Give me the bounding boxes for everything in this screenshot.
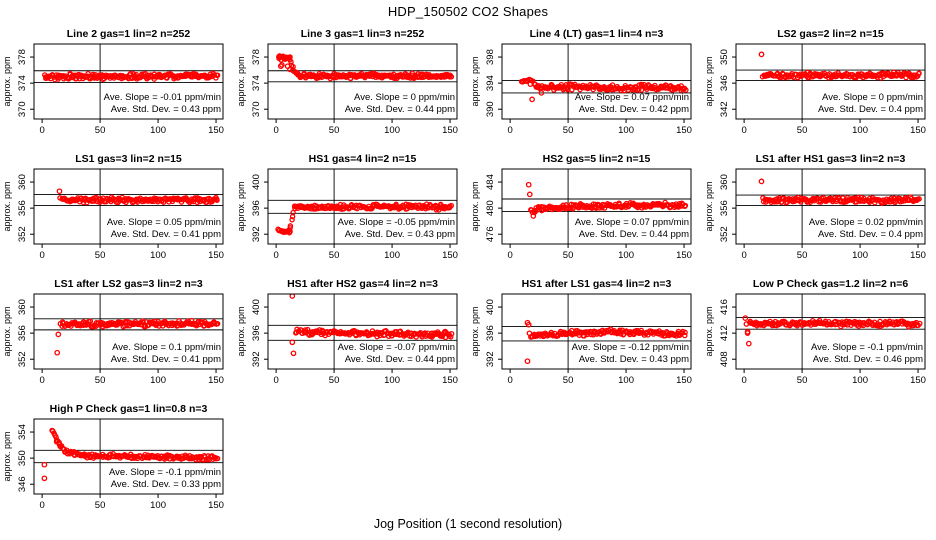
y-axis bbox=[704, 174, 736, 242]
y-tick-label: 400 bbox=[251, 299, 262, 315]
x-tick-label: 0 bbox=[507, 375, 513, 386]
subplot-title: HS1 after HS2 gas=4 lin=2 n=3 bbox=[287, 278, 438, 290]
x-tick-label: 0 bbox=[273, 250, 279, 261]
x-axis bbox=[39, 119, 224, 136]
y-axis-title: approx. ppm bbox=[704, 181, 714, 232]
subplot-title: Line 3 gas=1 lin=3 n=252 bbox=[300, 28, 425, 40]
y-tick-label: 350 bbox=[719, 49, 730, 65]
y-tick-label: 378 bbox=[251, 49, 262, 65]
y-axis-title: approx. ppm bbox=[2, 431, 12, 482]
x-tick-label: 0 bbox=[741, 125, 747, 136]
x-axis bbox=[273, 119, 458, 136]
data-points bbox=[759, 52, 921, 80]
y-tick-label: 390 bbox=[485, 101, 496, 118]
y-axis bbox=[2, 299, 34, 367]
y-axis bbox=[236, 174, 268, 242]
y-axis bbox=[2, 49, 34, 117]
annotation-stddev: Ave. Std. Dev. = 0.42 ppm bbox=[578, 104, 689, 115]
subplot-chart bbox=[0, 397, 234, 522]
subplot-title: LS1 after LS2 gas=3 lin=2 n=3 bbox=[54, 278, 203, 290]
subplot-title: HS2 gas=5 lin=2 n=15 bbox=[542, 153, 651, 165]
y-tick-label: 352 bbox=[17, 351, 28, 368]
x-tick-label: 150 bbox=[442, 375, 458, 386]
subplot-cell-4 bbox=[702, 22, 936, 147]
y-tick-label: 378 bbox=[17, 49, 28, 65]
subplot-cell-5 bbox=[0, 147, 234, 272]
y-tick-label: 416 bbox=[719, 299, 730, 315]
x-tick-label: 50 bbox=[94, 500, 106, 511]
y-tick-label: 374 bbox=[251, 75, 262, 92]
subplot-chart bbox=[234, 147, 468, 272]
x-tick-label: 50 bbox=[796, 375, 808, 386]
x-tick-label: 0 bbox=[273, 125, 279, 136]
annotation-slope: Ave. Slope = 0.02 ppm/min bbox=[808, 217, 923, 228]
y-tick-label: 360 bbox=[719, 174, 730, 190]
y-axis bbox=[470, 49, 502, 117]
y-axis-title: approx. ppm bbox=[236, 56, 246, 107]
annotation-stddev: Ave. Std. Dev. = 0.46 ppm bbox=[812, 354, 923, 365]
subplot-chart bbox=[468, 147, 702, 272]
x-axis bbox=[741, 119, 926, 136]
x-tick-label: 0 bbox=[39, 125, 45, 136]
y-axis-title: approx. ppm bbox=[2, 306, 12, 357]
subplot-cell-9 bbox=[0, 272, 234, 397]
subplot-chart bbox=[702, 147, 936, 272]
x-tick-label: 50 bbox=[796, 250, 808, 261]
y-tick-label: 392 bbox=[251, 226, 262, 243]
x-tick-label: 0 bbox=[741, 375, 747, 386]
subplot-chart bbox=[468, 22, 702, 147]
x-tick-label: 0 bbox=[741, 250, 747, 261]
y-axis-title: approx. ppm bbox=[2, 181, 12, 232]
x-tick-label: 50 bbox=[328, 375, 340, 386]
annotation-slope: Ave. Slope = -0.07 ppm/min bbox=[337, 342, 455, 353]
subplot-chart bbox=[234, 272, 468, 397]
x-tick-label: 150 bbox=[910, 375, 926, 386]
x-tick-label: 0 bbox=[39, 250, 45, 261]
subplot-cell-12 bbox=[702, 272, 936, 397]
x-tick-label: 100 bbox=[852, 375, 868, 386]
x-tick-label: 0 bbox=[39, 375, 45, 386]
x-axis bbox=[507, 244, 692, 261]
y-tick-label: 356 bbox=[17, 200, 28, 217]
subplot-cell-7 bbox=[468, 147, 702, 272]
x-axis bbox=[273, 369, 458, 386]
x-tick-label: 50 bbox=[94, 125, 106, 136]
y-axis-title: approx. ppm bbox=[704, 56, 714, 107]
y-tick-label: 392 bbox=[251, 351, 262, 368]
subplot-title: Line 2 gas=1 lin=2 n=252 bbox=[66, 28, 191, 40]
y-tick-label: 370 bbox=[17, 101, 28, 118]
x-tick-label: 50 bbox=[562, 125, 574, 136]
x-tick-label: 50 bbox=[328, 125, 340, 136]
plot-grid bbox=[0, 22, 936, 522]
y-axis bbox=[236, 49, 268, 117]
x-tick-label: 50 bbox=[562, 375, 574, 386]
data-points bbox=[527, 183, 688, 219]
x-tick-label: 100 bbox=[150, 375, 166, 386]
subplot-chart bbox=[0, 272, 234, 397]
y-tick-label: 356 bbox=[17, 325, 28, 342]
x-tick-label: 150 bbox=[910, 250, 926, 261]
y-tick-label: 412 bbox=[719, 325, 730, 342]
annotation-stddev: Ave. Std. Dev. = 0.43 ppm bbox=[110, 104, 221, 115]
y-tick-label: 356 bbox=[719, 200, 730, 217]
x-tick-label: 150 bbox=[676, 375, 692, 386]
x-tick-label: 100 bbox=[150, 125, 166, 136]
subplot-cell-6 bbox=[234, 147, 468, 272]
y-tick-label: 484 bbox=[485, 174, 496, 190]
subplot-cell-11 bbox=[468, 272, 702, 397]
annotation-stddev: Ave. Std. Dev. = 0.44 ppm bbox=[344, 104, 455, 115]
x-tick-label: 100 bbox=[852, 250, 868, 261]
x-tick-label: 50 bbox=[796, 125, 808, 136]
annotation-slope: Ave. Slope = 0 ppm/min bbox=[822, 92, 923, 103]
y-tick-label: 396 bbox=[251, 325, 262, 342]
annotation-slope: Ave. Slope = -0.12 ppm/min bbox=[571, 342, 689, 353]
y-axis-title: approx. ppm bbox=[236, 306, 246, 357]
subplot-cell-13 bbox=[0, 397, 234, 522]
y-tick-label: 394 bbox=[485, 75, 496, 92]
subplot-chart bbox=[0, 22, 234, 147]
x-tick-label: 50 bbox=[94, 250, 106, 261]
data-points bbox=[57, 189, 219, 205]
annotation-slope: Ave. Slope = -0.05 ppm/min bbox=[337, 217, 455, 228]
annotation-stddev: Ave. Std. Dev. = 0.41 ppm bbox=[110, 354, 221, 365]
annotation-stddev: Ave. Std. Dev. = 0.44 ppm bbox=[578, 229, 689, 240]
annotation-stddev: Ave. Std. Dev. = 0.4 ppm bbox=[818, 229, 923, 240]
annotation-slope: Ave. Slope = -0.1 ppm/min bbox=[108, 467, 221, 478]
y-axis-title: approx. ppm bbox=[470, 56, 480, 107]
x-tick-label: 150 bbox=[676, 250, 692, 261]
y-tick-label: 480 bbox=[485, 200, 496, 217]
y-tick-label: 360 bbox=[17, 299, 28, 315]
x-tick-label: 100 bbox=[384, 375, 400, 386]
subplot-cell-1 bbox=[0, 22, 234, 147]
subplot-cell-10 bbox=[234, 272, 468, 397]
x-tick-label: 150 bbox=[208, 250, 224, 261]
y-tick-label: 352 bbox=[17, 226, 28, 243]
y-tick-label: 370 bbox=[251, 101, 262, 118]
y-axis-title: approx. ppm bbox=[2, 56, 12, 107]
x-axis bbox=[273, 244, 458, 261]
annotation-stddev: Ave. Std. Dev. = 0.44 ppm bbox=[344, 354, 455, 365]
y-axis bbox=[236, 299, 268, 367]
subplot-chart bbox=[702, 22, 936, 147]
annotation-slope: Ave. Slope = -0.1 ppm/min bbox=[810, 342, 923, 353]
x-tick-label: 50 bbox=[562, 250, 574, 261]
x-tick-label: 100 bbox=[384, 250, 400, 261]
subplot-cell-8 bbox=[702, 147, 936, 272]
x-axis bbox=[39, 244, 224, 261]
x-tick-label: 150 bbox=[208, 500, 224, 511]
annotation-slope: Ave. Slope = 0 ppm/min bbox=[354, 92, 455, 103]
x-tick-label: 100 bbox=[852, 125, 868, 136]
y-tick-label: 398 bbox=[485, 49, 496, 65]
y-tick-label: 350 bbox=[17, 450, 28, 467]
x-axis bbox=[741, 244, 926, 261]
y-axis bbox=[704, 49, 736, 117]
annotation-slope: Ave. Slope = 0.05 ppm/min bbox=[106, 217, 221, 228]
y-tick-label: 400 bbox=[251, 174, 262, 190]
x-tick-label: 0 bbox=[273, 375, 279, 386]
x-tick-label: 0 bbox=[507, 125, 513, 136]
y-axis-title: approx. ppm bbox=[704, 306, 714, 357]
y-axis bbox=[470, 174, 502, 242]
y-axis-title: approx. ppm bbox=[470, 181, 480, 232]
x-tick-label: 150 bbox=[208, 375, 224, 386]
x-tick-label: 100 bbox=[618, 375, 634, 386]
x-tick-label: 150 bbox=[442, 250, 458, 261]
subplot-title: HS1 gas=4 lin=2 n=15 bbox=[308, 153, 417, 165]
subplot-title: LS1 gas=3 lin=2 n=15 bbox=[75, 153, 182, 165]
subplot-chart bbox=[468, 272, 702, 397]
x-tick-label: 0 bbox=[39, 500, 45, 511]
subplot-title: HS1 after LS1 gas=4 lin=2 n=3 bbox=[521, 278, 672, 290]
data-points bbox=[759, 179, 921, 205]
subplot-title: High P Check gas=1 lin=0.8 n=3 bbox=[49, 403, 208, 415]
y-axis bbox=[2, 424, 34, 492]
y-tick-label: 342 bbox=[719, 101, 730, 118]
y-tick-label: 396 bbox=[251, 200, 262, 217]
y-tick-label: 346 bbox=[719, 75, 730, 92]
y-axis-title: approx. ppm bbox=[236, 181, 246, 232]
subplot-title: LS2 gas=2 lin=2 n=15 bbox=[777, 28, 884, 40]
annotation-stddev: Ave. Std. Dev. = 0.33 ppm bbox=[110, 479, 221, 490]
x-axis-label: Jog Position (1 second resolution) bbox=[373, 517, 563, 531]
annotation-slope: Ave. Slope = 0.1 ppm/min bbox=[112, 342, 221, 353]
subplot-title: Line 4 (LT) gas=1 lin=4 n=3 bbox=[529, 28, 664, 40]
y-axis bbox=[704, 299, 736, 367]
x-axis bbox=[39, 369, 224, 386]
y-tick-label: 360 bbox=[17, 174, 28, 190]
x-tick-label: 100 bbox=[618, 125, 634, 136]
x-tick-label: 100 bbox=[150, 500, 166, 511]
subplot-cell-3 bbox=[468, 22, 702, 147]
x-tick-label: 150 bbox=[208, 125, 224, 136]
annotation-slope: Ave. Slope = 0.07 ppm/min bbox=[574, 217, 689, 228]
y-tick-label: 352 bbox=[719, 226, 730, 243]
x-tick-label: 100 bbox=[384, 125, 400, 136]
subplot-title: Low P Check gas=1.2 lin=2 n=6 bbox=[752, 278, 909, 290]
x-tick-label: 50 bbox=[94, 375, 106, 386]
y-tick-label: 346 bbox=[17, 476, 28, 493]
y-tick-label: 374 bbox=[17, 75, 28, 92]
y-tick-label: 392 bbox=[485, 351, 496, 368]
y-axis bbox=[2, 174, 34, 242]
page-title: HDP_150502 CO2 Shapes bbox=[387, 4, 549, 19]
subplot-title: LS1 after HS1 gas=3 lin=2 n=3 bbox=[755, 153, 906, 165]
annotation-slope: Ave. Slope = -0.01 ppm/min bbox=[103, 92, 221, 103]
annotation-stddev: Ave. Std. Dev. = 0.41 ppm bbox=[110, 229, 221, 240]
y-tick-label: 400 bbox=[485, 299, 496, 315]
y-tick-label: 408 bbox=[719, 351, 730, 368]
subplot-chart bbox=[0, 147, 234, 272]
x-axis bbox=[507, 369, 692, 386]
annotation-stddev: Ave. Std. Dev. = 0.43 ppm bbox=[344, 229, 455, 240]
data-points bbox=[43, 71, 220, 81]
x-tick-label: 150 bbox=[910, 125, 926, 136]
annotation-stddev: Ave. Std. Dev. = 0.4 ppm bbox=[818, 104, 923, 115]
x-tick-label: 0 bbox=[507, 250, 513, 261]
x-axis bbox=[39, 494, 224, 511]
x-axis bbox=[507, 119, 692, 136]
x-tick-label: 100 bbox=[150, 250, 166, 261]
subplot-chart bbox=[702, 272, 936, 397]
subplot-chart bbox=[234, 22, 468, 147]
subplot-cell-2 bbox=[234, 22, 468, 147]
x-tick-label: 50 bbox=[328, 250, 340, 261]
annotation-stddev: Ave. Std. Dev. = 0.43 ppm bbox=[578, 354, 689, 365]
x-tick-label: 150 bbox=[442, 125, 458, 136]
y-axis-title: approx. ppm bbox=[470, 306, 480, 357]
y-tick-label: 476 bbox=[485, 226, 496, 243]
data-points bbox=[277, 54, 454, 81]
y-tick-label: 396 bbox=[485, 325, 496, 342]
x-tick-label: 100 bbox=[618, 250, 634, 261]
y-tick-label: 354 bbox=[17, 424, 28, 440]
y-axis bbox=[470, 299, 502, 367]
x-axis bbox=[741, 369, 926, 386]
annotation-slope: Ave. Slope = 0.07 ppm/min bbox=[574, 92, 689, 103]
x-tick-label: 150 bbox=[676, 125, 692, 136]
